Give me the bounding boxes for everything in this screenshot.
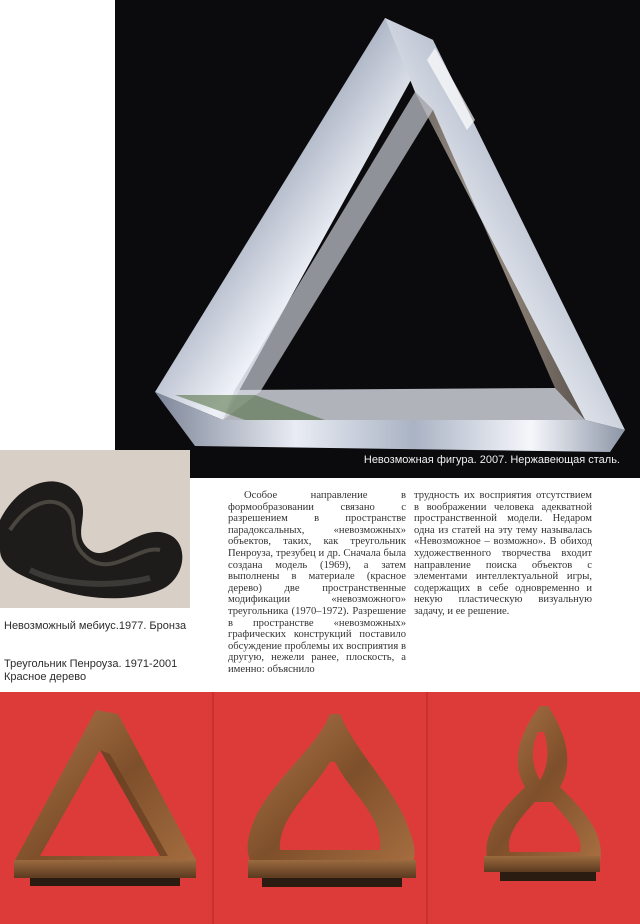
penrose-caption-line2: Красное дерево [4,671,87,683]
steel-triangle-caption: Невозможная фигура. 2007. Нержавеющая сталь. [363,454,620,466]
penrose-caption-line1: Треугольник Пенроуза. 1971-2001 [4,658,178,670]
mobius-sculpture [0,450,190,608]
steel-triangle-sculpture [115,0,640,478]
steel-triangle-photo [115,0,640,478]
article-paragraph-1: Особое направление в формообразовании связано с разрешением в пространстве парадоксальных, «невозможных» объектов, таких, как треугольник Пенроуза, трезубец и др. Сначала была создана модель (1969), а затем выполнены в материале (красное дерево) две пространственные модификации «невозможного» треугольника (1970–1972). Разрешение в пространстве «невозможных» графических конструкций поставило обсуждение проблемы их восприятия в другую, нежели ранее, плоскость, а именно: объяснило [228,490,406,675]
penrose-wood-photos [0,692,640,924]
article-paragraph-2: трудность их восприятия отсутствием в воображении человека адекватной пространственной модели. Недаром одна из статей на эту тему называлась «Невозможное – возможно». В обиход художественного творчества входит направление поиска объектов с элементами интеллектуальной игры, содержащих в себе одновременно и некую пластическую визуальную задачу, и ее решение. [414,490,592,617]
wood-figure-eight [484,706,601,881]
article-column-1 [228,490,406,676]
article-column-2 [414,490,592,618]
wood-sculptures [0,692,640,924]
wood-drop-twist [248,714,416,887]
penrose-caption [4,658,177,684]
wood-triangle [14,710,196,886]
mobius-caption: Невозможный мебиус.1977. Бронза [4,620,187,632]
mobius-photo [0,450,190,608]
